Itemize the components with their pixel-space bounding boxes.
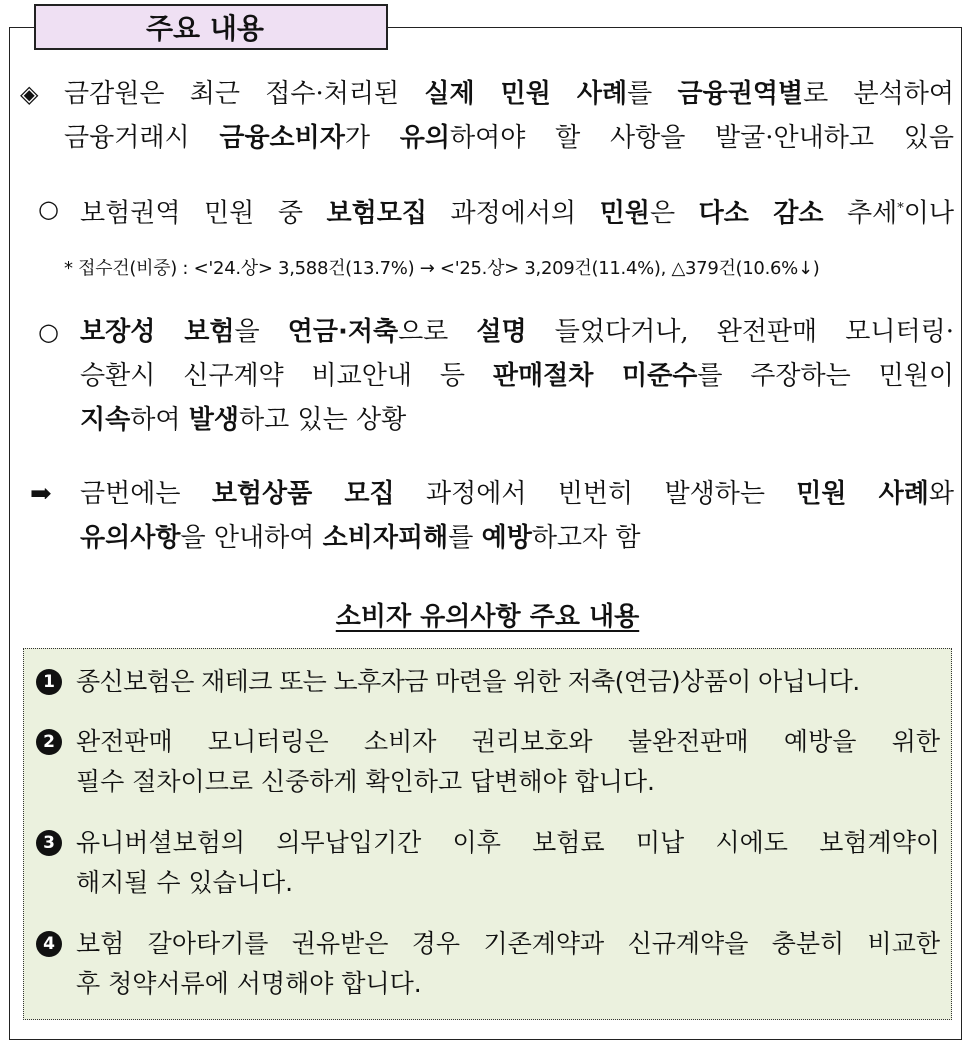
circle-marker-icon: ○ — [38, 195, 59, 223]
arrow-right-icon: ➡ — [30, 479, 52, 509]
point2-line-3: 지속하여 발생하고 있는 상황 — [80, 405, 407, 435]
intro-line-2: 금융거래시 금융소비자가 유의하여야 할 사항을 발굴·안내하고 있음 — [64, 123, 954, 153]
subheading: 소비자 유의사항 주요 내용 — [335, 602, 640, 632]
circle-marker-icon: ○ — [38, 318, 59, 346]
number-4-icon: 4 — [36, 931, 62, 957]
conclusion-line-1: 금번에는 보험상품 모집 과정에서 빈번히 발생하는 민원 사례와 — [80, 479, 954, 509]
number-1-icon: 1 — [36, 669, 62, 695]
tip-1-text: 종신보험은 재테크 또는 노후자금 마련을 위한 저축(연금)상품이 아닙니다. — [76, 667, 860, 696]
intro-line-1: 금감원은 최근 접수·처리된 실제 민원 사례를 금융권역별로 분석하여 — [64, 79, 954, 109]
number-2-icon: 2 — [36, 729, 62, 755]
tip-4-line-1: 보험 갈아타기를 권유받은 경우 기존계약과 신규계약을 충분히 비교한 — [76, 929, 940, 958]
section-title: 주요 내용 — [34, 4, 388, 50]
footnote: * 접수건(비중) : <'24.상> 3,588건(13.7%) → <'25.상> 3,209건(11.4%), △379건(10.6%↓) — [64, 258, 820, 279]
tip-3-line-1: 유니버셜보험의 의무납입기간 이후 보험료 미납 시에도 보험계약이 — [76, 828, 940, 857]
conclusion-line-2: 유의사항을 안내하여 소비자피해를 예방하고자 함 — [80, 523, 641, 553]
point2-line-1: 보장성 보험을 연금·저축으로 설명 들었다거나, 완전판매 모니터링· — [80, 317, 954, 347]
tip-3-line-2: 해지될 수 있습니다. — [76, 868, 294, 897]
number-3-icon: 3 — [36, 830, 62, 856]
point1-line-1: 보험권역 민원 중 보험모집 과정에서의 민원은 다소 감소 추세*이나 — [80, 198, 954, 229]
diamond-marker-icon: ◈ — [20, 80, 39, 108]
tip-4-line-2: 후 청약서류에 서명해야 합니다. — [76, 969, 422, 998]
tip-2-line-1: 완전판매 모니터링은 소비자 권리보호와 불완전판매 예방을 위한 — [76, 727, 940, 756]
tip-2-line-2: 필수 절차이므로 신중하게 확인하고 답변해야 합니다. — [76, 767, 655, 796]
point2-line-2: 승환시 신구계약 비교안내 등 판매절차 미준수를 주장하는 민원이 — [80, 361, 954, 391]
